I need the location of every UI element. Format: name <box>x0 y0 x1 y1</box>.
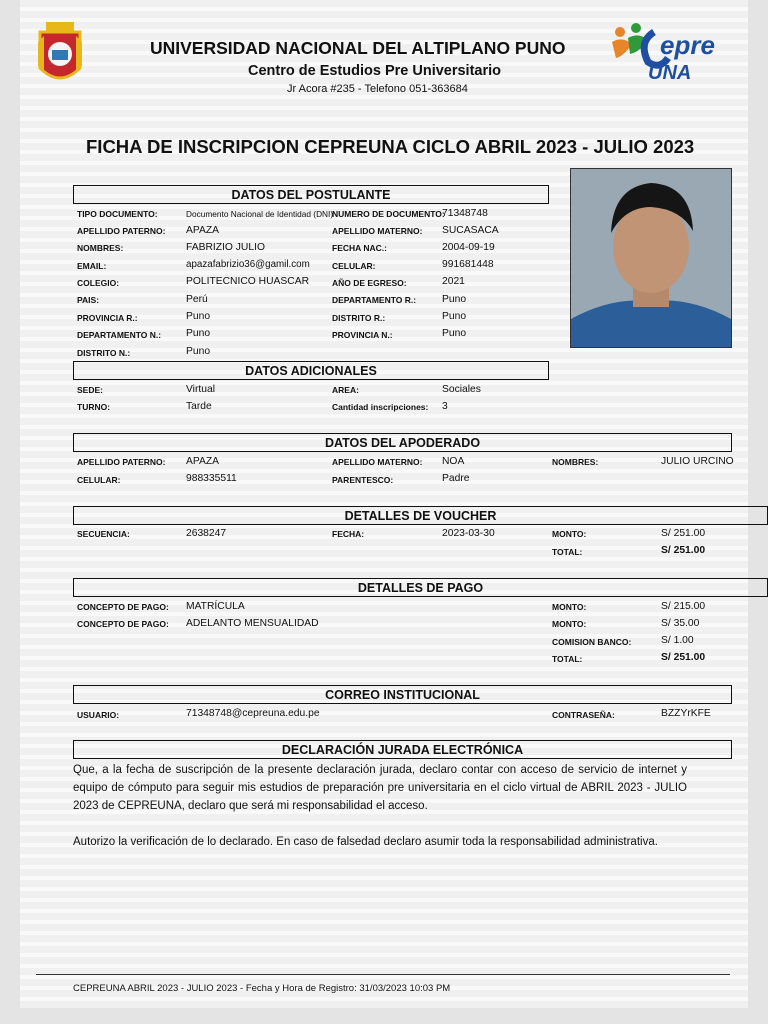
label-apoderado-apellido-paterno: APELLIDO PATERNO: <box>77 457 166 467</box>
label-sede: SEDE: <box>77 385 103 395</box>
label-apoderado-nombres: NOMBRES: <box>552 457 599 467</box>
label-pago-total: TOTAL: <box>552 654 583 664</box>
address: Jr Acora #235 - Telefono 051-363684 <box>287 83 468 95</box>
label-voucher-fecha: FECHA: <box>332 529 365 539</box>
section-datos-adicionales: DATOS ADICIONALES <box>73 361 549 380</box>
value-cantidad-inscripciones: 3 <box>442 401 448 412</box>
label-contrasena: CONTRASEÑA: <box>552 710 615 720</box>
label-fecha-nac: FECHA NAC.: <box>332 243 387 253</box>
label-parentesco: PARENTESCO: <box>332 475 394 485</box>
value-voucher-total: S/ 251.00 <box>661 545 706 556</box>
value-email: apazafabrizio36@gamil.com <box>186 259 310 270</box>
value-parentesco: Padre <box>442 473 470 484</box>
label-voucher-monto: MONTO: <box>552 529 587 539</box>
section-detalles-pago: DETALLES DE PAGO <box>73 578 768 597</box>
value-apellido-materno: SUCASACA <box>442 225 499 236</box>
value-concepto-pago-1: MATRÍCULA <box>186 601 245 612</box>
label-email: EMAIL: <box>77 261 107 271</box>
label-celular: CELULAR: <box>332 261 376 271</box>
section-correo-institucional: CORREO INSTITUCIONAL <box>73 685 732 704</box>
label-concepto-pago-2: CONCEPTO DE PAGO: <box>77 619 169 629</box>
value-comision-banco: S/ 1.00 <box>661 635 694 646</box>
label-apoderado-apellido-materno: APELLIDO MATERNO: <box>332 457 423 467</box>
value-pais: Perú <box>186 294 208 305</box>
label-apoderado-celular: CELULAR: <box>77 475 121 485</box>
label-egreso: AÑO DE EGRESO: <box>332 278 407 288</box>
document-title: FICHA DE INSCRIPCION CEPREUNA CICLO ABRIL 2023 - JULIO 2023 <box>86 136 695 157</box>
value-contrasena: BZZYrKFE <box>661 708 711 719</box>
label-secuencia: SECUENCIA: <box>77 529 130 539</box>
value-pago-total: S/ 251.00 <box>661 652 706 663</box>
label-apellido-paterno: APELLIDO PATERNO: <box>77 226 166 236</box>
center-name: Centro de Estudios Pre Universitario <box>248 63 502 79</box>
label-departamento-n: DEPARTAMENTO N.: <box>77 330 162 340</box>
value-apoderado-apellido-paterno: APAZA <box>186 456 219 467</box>
value-provincia-n: Puno <box>442 328 467 339</box>
value-departamento-n: Puno <box>186 328 211 339</box>
label-comision-banco: COMISION BANCO: <box>552 637 632 647</box>
declaration-paragraph-1: Que, a la fecha de suscripción de la presente declaración jurada, declaro contar con acceso de servicio de internet y equipo de cómputo para seguir mis estudios de preparación pre universitaria en el ciclo virtual de ABRIL 2023 - JULIO 2023 de CEPREUNA, declaro que será mi responsabilidad el acceso. <box>73 764 687 812</box>
university-shield-logo <box>36 18 84 90</box>
value-fecha-nac: 2004-09-19 <box>442 242 495 253</box>
value-apoderado-celular: 988335511 <box>186 473 237 484</box>
label-tipo-documento: TIPO DOCUMENTO: <box>77 209 158 219</box>
section-detalles-voucher: DETALLES DE VOUCHER <box>73 506 768 525</box>
value-area: Sociales <box>442 384 481 395</box>
value-secuencia: 2638247 <box>186 528 227 539</box>
label-distrito-r: DISTRITO R.: <box>332 313 386 323</box>
label-numero-documento: NUMERO DE DOCUMENTO: <box>332 209 445 219</box>
logo-epre-text: epre <box>660 30 715 60</box>
value-sede: Virtual <box>186 384 216 395</box>
section-datos-postulante: DATOS DEL POSTULANTE <box>73 185 549 204</box>
footer-text: CEPREUNA ABRIL 2023 - JULIO 2023 - Fecha y Hora de Registro: 31/03/2023 10:03 PM <box>73 983 451 994</box>
label-pago-monto-2: MONTO: <box>552 619 587 629</box>
cepreuna-logo <box>608 18 740 86</box>
label-departamento-r: DEPARTAMENTO R.: <box>332 295 417 305</box>
value-apellido-paterno: APAZA <box>186 225 219 236</box>
label-turno: TURNO: <box>77 402 111 412</box>
value-nombres: FABRIZIO JULIO <box>186 242 265 253</box>
label-colegio: COLEGIO: <box>77 278 120 288</box>
value-numero-documento: 71348748 <box>442 208 488 219</box>
value-turno: Tarde <box>186 401 212 412</box>
label-usuario: USUARIO: <box>77 710 120 720</box>
value-celular: 991681448 <box>442 259 494 270</box>
value-pago-monto-1: S/ 215.00 <box>661 601 706 612</box>
value-distrito-n: Puno <box>186 346 211 357</box>
section-declaracion-jurada: DECLARACIÓN JURADA ELECTRÓNICA <box>73 740 732 759</box>
label-concepto-pago-1: CONCEPTO DE PAGO: <box>77 602 169 612</box>
value-colegio: POLITECNICO HUASCAR <box>186 276 310 287</box>
declaration-paragraph-2: Autorizo la verificación de lo declarado. En caso de falsedad declaro asumir toda la responsabilidad administrativa. <box>73 836 658 848</box>
label-pais: PAIS: <box>77 295 100 305</box>
value-tipo-documento: Documento Nacional de Identidad (DNI) <box>186 209 334 219</box>
value-departamento-r: Puno <box>442 294 467 305</box>
logo-una-text: UNA <box>648 62 692 84</box>
value-voucher-monto: S/ 251.00 <box>661 528 706 539</box>
label-nombres: NOMBRES: <box>77 243 124 253</box>
applicant-photo <box>570 168 732 348</box>
label-cantidad-inscripciones: Cantidad inscripciones: <box>332 402 429 412</box>
value-usuario: 71348748@cepreuna.edu.pe <box>186 708 320 719</box>
section-datos-apoderado: DATOS DEL APODERADO <box>73 433 732 452</box>
value-egreso: 2021 <box>442 276 465 287</box>
label-provincia-r: PROVINCIA R.: <box>77 313 138 323</box>
value-pago-monto-2: S/ 35.00 <box>661 618 700 629</box>
label-provincia-n: PROVINCIA N.: <box>332 330 393 340</box>
value-apoderado-nombres: JULIO URCINO <box>661 456 734 467</box>
value-distrito-r: Puno <box>442 311 467 322</box>
label-distrito-n: DISTRITO N.: <box>77 348 131 358</box>
label-apellido-materno: APELLIDO MATERNO: <box>332 226 423 236</box>
label-area: AREA: <box>332 385 359 395</box>
value-provincia-r: Puno <box>186 311 211 322</box>
university-name: UNIVERSIDAD NACIONAL DEL ALTIPLANO PUNO <box>150 38 566 58</box>
value-apoderado-apellido-materno: NOA <box>442 456 465 467</box>
value-voucher-fecha: 2023-03-30 <box>442 528 495 539</box>
value-concepto-pago-2: ADELANTO MENSUALIDAD <box>186 618 319 629</box>
label-pago-monto-1: MONTO: <box>552 602 587 612</box>
footer-divider <box>36 974 730 975</box>
label-voucher-total: TOTAL: <box>552 547 583 557</box>
